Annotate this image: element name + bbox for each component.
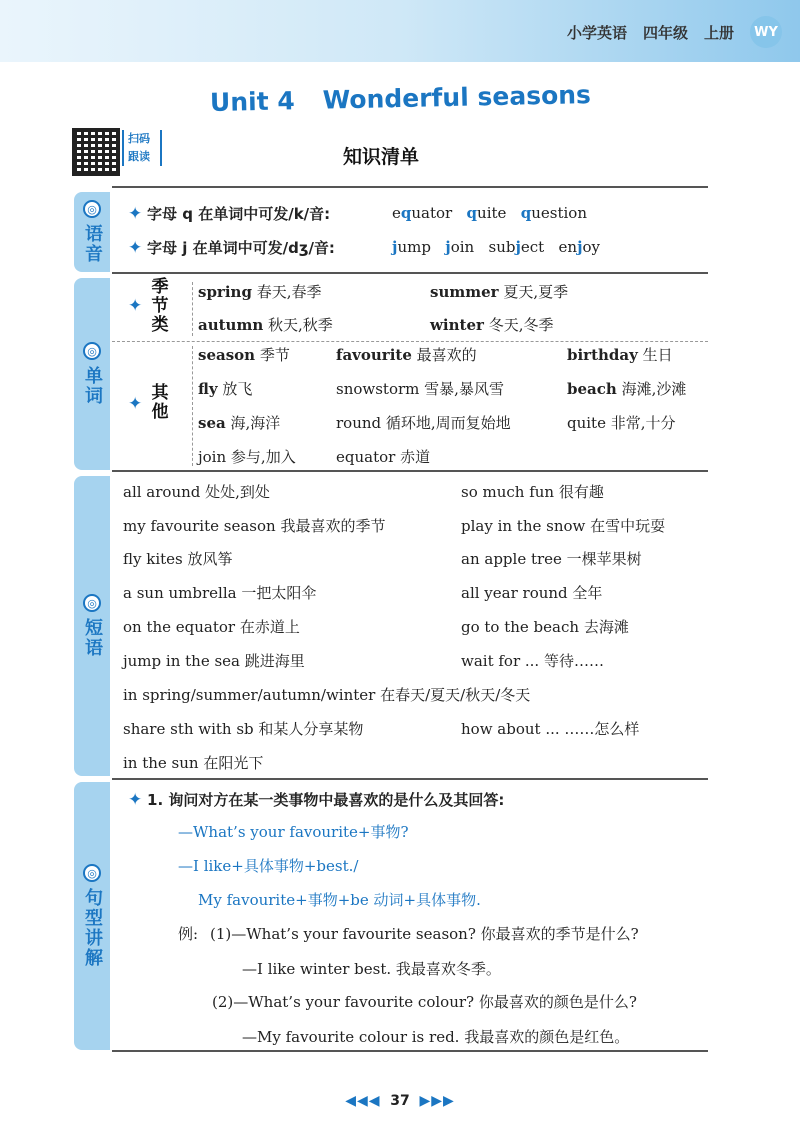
example-sentence: —My favourite colour is red. 我最喜欢的颜色是红色。 bbox=[242, 1028, 630, 1046]
divider bbox=[112, 1050, 708, 1052]
phrase-item: jump in the sea 跳进海里 bbox=[123, 652, 305, 670]
qr-label-line2: 跟读 bbox=[128, 150, 150, 163]
target-icon: ◎ bbox=[83, 200, 101, 218]
header-term: 上册 bbox=[703, 23, 734, 42]
qr-label bbox=[122, 130, 162, 166]
sentence-heading-row bbox=[128, 789, 504, 810]
divider bbox=[112, 272, 708, 274]
vocab-word: snowstorm 雪暴,暴风雪 bbox=[336, 380, 504, 398]
section-label-phrases: 短语 bbox=[82, 618, 103, 658]
divider bbox=[112, 778, 708, 780]
star-bullet-icon: ✦ bbox=[128, 296, 143, 316]
section-label-sentences: 句型讲解 bbox=[82, 888, 103, 968]
vocab-word: round 循环地,周而复始地 bbox=[336, 414, 511, 432]
phrase-item: play in the snow 在雪中玩耍 bbox=[461, 517, 666, 535]
star-bullet-icon: ✦ bbox=[128, 790, 143, 810]
dashed-divider bbox=[192, 282, 193, 336]
vocab-word: season 季节 bbox=[198, 346, 290, 364]
phonics-word: subject bbox=[488, 238, 545, 256]
publisher-badge: WY bbox=[750, 16, 782, 48]
example-label: 例: bbox=[178, 925, 199, 943]
vocab-word: spring 春天,春季 bbox=[198, 283, 322, 301]
page-subtitle: 知识清单 bbox=[343, 146, 420, 168]
phonics-word: jump bbox=[392, 238, 431, 256]
phonics-word: question bbox=[520, 204, 587, 222]
vocab-word: birthday 生日 bbox=[567, 346, 673, 364]
phrase-item: an apple tree 一棵苹果树 bbox=[461, 550, 642, 568]
sentence-pattern: My favourite+事物+be 动词+具体事物. bbox=[198, 891, 481, 909]
target-icon: ◎ bbox=[83, 864, 101, 882]
dashed-divider bbox=[112, 341, 708, 342]
vocab-word: join 参与,加入 bbox=[198, 448, 296, 466]
next-arrows-icon: ▶▶▶ bbox=[419, 1093, 455, 1109]
example-sentence: (2)—What’s your favourite colour? 你最喜欢的颜色是什么? bbox=[212, 993, 637, 1011]
phonics-word: join bbox=[445, 238, 475, 256]
section-label-vocab: 单词 bbox=[82, 366, 103, 406]
prev-arrows-icon: ◀◀◀ bbox=[345, 1093, 381, 1109]
vocab-word: winter 冬天,冬季 bbox=[430, 316, 554, 334]
phrase-item: all around 处处,到处 bbox=[123, 483, 270, 501]
vocab-word: beach 海滩,沙滩 bbox=[567, 380, 687, 398]
star-bullet-icon: ✦ bbox=[128, 238, 143, 258]
phrase-item: a sun umbrella 一把太阳伞 bbox=[123, 584, 317, 602]
phrase-item: how about ... ……怎么样 bbox=[461, 720, 640, 738]
section-tab-sentences bbox=[74, 782, 110, 1050]
phonics-word: equator bbox=[392, 204, 453, 222]
vocab-word: equator 赤道 bbox=[336, 448, 431, 466]
target-icon: ◎ bbox=[83, 342, 101, 360]
vocab-word: autumn 秋天,秋季 bbox=[198, 316, 333, 334]
sentence-heading: 1. 询问对方在某一类事物中最喜欢的是什么及其回答: bbox=[147, 791, 505, 809]
phrase-item: on the equator 在赤道上 bbox=[123, 618, 300, 636]
vocab-category-season: 季节类 bbox=[151, 277, 169, 335]
vocab-category-other: 其他 bbox=[151, 383, 169, 422]
unit-title bbox=[210, 80, 591, 117]
vocab-word: quite 非常,十分 bbox=[567, 414, 676, 432]
phonics-rule: 字母 q 在单词中可发/k/音: bbox=[147, 205, 331, 223]
phonics-row-j bbox=[128, 237, 335, 258]
star-bullet-icon: ✦ bbox=[128, 394, 143, 414]
example-sentence: (1)—What’s your favourite season? 你最喜欢的季节是什么? bbox=[210, 925, 639, 943]
page-number: 37 bbox=[390, 1093, 410, 1109]
phrase-item: all year round 全年 bbox=[461, 584, 603, 602]
section-tab-vocab bbox=[74, 278, 110, 470]
divider bbox=[112, 470, 708, 472]
vocab-word: summer 夏天,夏季 bbox=[430, 283, 569, 301]
phonics-word: quite bbox=[466, 204, 507, 222]
phrase-item: my favourite season 我最喜欢的季节 bbox=[123, 517, 386, 535]
target-icon: ◎ bbox=[83, 594, 101, 612]
qr-code-icon[interactable] bbox=[72, 128, 120, 176]
phonics-row-q bbox=[128, 203, 330, 224]
sentence-pattern: —I like+具体事物+best./ bbox=[178, 857, 359, 875]
unit-name: Wonderful seasons bbox=[322, 80, 592, 115]
section-label-phonics: 语音 bbox=[82, 224, 103, 264]
section-tab-phrases bbox=[74, 476, 110, 776]
phrase-item: so much fun 很有趣 bbox=[461, 483, 604, 501]
qr-label-line1: 扫码 bbox=[128, 132, 150, 145]
vocab-word: fly 放飞 bbox=[198, 380, 253, 398]
page-footer bbox=[0, 1093, 800, 1109]
vocab-word: favourite 最喜欢的 bbox=[336, 346, 477, 364]
phrase-item: in spring/summer/autumn/winter 在春天/夏天/秋天/冬天 bbox=[123, 686, 531, 704]
star-bullet-icon: ✦ bbox=[128, 204, 143, 224]
phrase-item: go to the beach 去海滩 bbox=[461, 618, 629, 636]
phrase-item: in the sun 在阳光下 bbox=[123, 754, 264, 772]
phonics-word: enjoy bbox=[558, 238, 601, 256]
section-tab-phonics bbox=[74, 192, 110, 272]
phrase-item: share sth with sb 和某人分享某物 bbox=[123, 720, 364, 738]
sentence-pattern: —What’s your favourite+事物? bbox=[178, 823, 409, 841]
dashed-divider bbox=[192, 346, 193, 466]
header-subject: 小学英语 bbox=[566, 23, 627, 42]
phonics-words-q bbox=[392, 204, 587, 222]
unit-number: Unit 4 bbox=[209, 86, 296, 117]
divider bbox=[112, 186, 708, 188]
phrase-item: fly kites 放风筝 bbox=[123, 550, 233, 568]
phonics-words-j bbox=[392, 238, 600, 256]
phonics-rule: 字母 j 在单词中可发/dʒ/音: bbox=[147, 239, 335, 257]
vocab-word: sea 海,海洋 bbox=[198, 414, 281, 432]
phrase-item: wait for ... 等待…… bbox=[461, 652, 604, 670]
header-grade: 四年级 bbox=[642, 23, 688, 42]
header bbox=[567, 16, 782, 48]
example-sentence: —I like winter best. 我最喜欢冬季。 bbox=[242, 960, 501, 978]
